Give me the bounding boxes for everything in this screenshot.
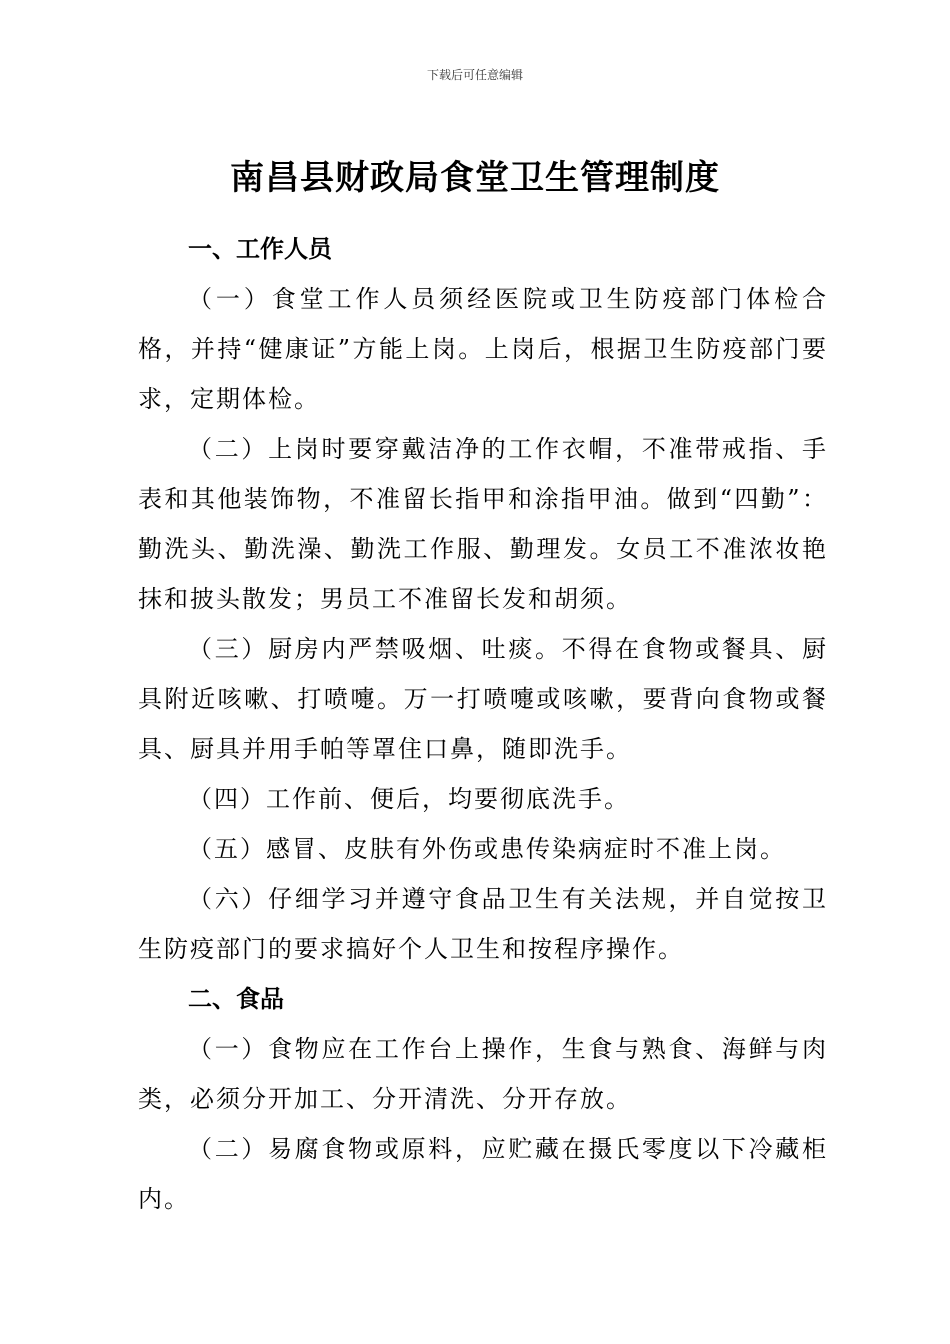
paragraph-1-3: （三）厨房内严禁吸烟、吐痰。不得在食物或餐具、厨具附近咳嗽、打喷嚏。万一打喷嚏或咳嗽，要背向食物或餐具、厨具并用手帕等罩住口鼻，随即洗手。 [138,635,828,763]
section-heading-2: 二、食品 [188,985,284,1013]
section-heading-1: 一、工作人员 [188,235,332,263]
paragraph-2-2: （二）易腐食物或原料，应贮藏在摄氏零度以下冷藏柜内。 [138,1135,828,1213]
paragraph-1-5: （五）感冒、皮肤有外伤或患传染病症时不准上岗。 [188,835,786,863]
document-title: 南昌县财政局食堂卫生管理制度 [230,158,720,198]
document-body [138,224,828,1224]
paragraph-1-4: （四）工作前、便后，均要彻底洗手。 [188,785,630,813]
paragraph-1-1: （一）食堂工作人员须经医院或卫生防疫部门体检合格，并持“健康证”方能上岗。上岗后，根据卫生防疫部门要求，定期体检。 [138,285,828,413]
header-note: 下载后可任意编辑 [426,68,523,82]
paragraph-2-1: （一）食物应在工作台上操作，生食与熟食、海鲜与肉类，必须分开加工、分开清洗、分开存放。 [138,1035,828,1113]
paragraph-1-6: （六）仔细学习并遵守食品卫生有关法规，并自觉按卫生防疫部门的要求搞好个人卫生和按程序操作。 [138,885,828,963]
paragraph-1-2: （二）上岗时要穿戴洁净的工作衣帽，不准带戒指、手表和其他装饰物，不准留长指甲和涂指甲油。做到“四勤”：勤洗头、勤洗澡、勤洗工作服、勤理发。女员工不准浓妆艳抹和披头散发；男员工不准留长发和胡须。 [138,435,828,613]
